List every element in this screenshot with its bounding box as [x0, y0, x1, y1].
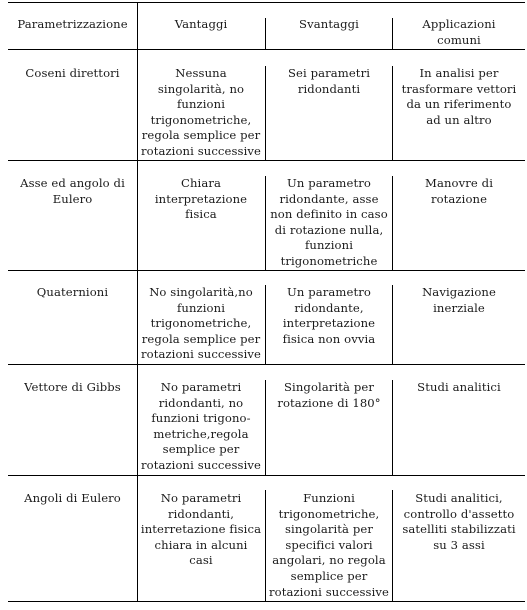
- cell-line: Navigazione: [422, 285, 496, 299]
- table-column-rule: [265, 18, 266, 49]
- table-column-rule: [265, 66, 266, 160]
- cell-line: regola semplice per: [141, 128, 261, 143]
- row-quaternions-app: [394, 285, 524, 316]
- header-applications-line: Applicazioni: [422, 17, 496, 31]
- cell-line: Funzioni: [303, 491, 355, 505]
- row-euler-angles-param: [9, 491, 136, 507]
- cell-line: fisica: [185, 207, 217, 222]
- cell-line: In analisi per: [419, 66, 499, 80]
- cell-line: Asse ed angolo di: [20, 176, 125, 190]
- cell-line: da un riferimento: [406, 97, 512, 112]
- header-parametrization-text: Parametrizzazione: [17, 17, 128, 31]
- row-direction-cosines-con: [267, 66, 391, 97]
- cell-line: No parametri: [160, 380, 242, 394]
- header-advantages-text: Vantaggi: [174, 17, 228, 31]
- cell-line: Vettore di Gibbs: [24, 380, 121, 394]
- header-applications: [394, 17, 524, 48]
- cell-line: Singolarità per: [284, 380, 374, 394]
- table-column-rule: [392, 380, 393, 475]
- cell-line: Manovre di: [425, 176, 493, 190]
- cell-line: fisica non ovvia: [282, 331, 376, 346]
- cell-line: Un parametro: [287, 285, 371, 299]
- table-column-rule: [137, 2, 138, 602]
- cell-line: rotazioni successive: [140, 457, 262, 472]
- header-advantages: [139, 17, 263, 33]
- row-euler-angles-con: [267, 491, 391, 600]
- cell-line: Eulero: [52, 191, 93, 206]
- table-column-rule: [265, 490, 266, 601]
- cell-line: casi: [189, 553, 213, 568]
- row-quaternions-con: [267, 285, 391, 347]
- cell-line: non definito in caso: [270, 207, 388, 222]
- cell-line: Angoli di Eulero: [24, 491, 121, 505]
- cell-line: Nessuna: [175, 66, 227, 80]
- cell-line: funzioni trigono-: [151, 411, 251, 426]
- cell-line: rotazioni successive: [140, 143, 262, 158]
- row-gibbs-vector-con: [267, 380, 391, 411]
- cell-line: interpretazione: [154, 191, 248, 206]
- cell-line: su 3 assi: [433, 537, 485, 552]
- row-euler-axis-angle-app: [394, 176, 524, 207]
- cell-line: Un parametro: [287, 176, 371, 190]
- table-rule-row: [8, 160, 525, 161]
- cell-line: singolarità, no: [157, 81, 245, 96]
- table-column-rule: [265, 285, 266, 364]
- cell-line: trigonometriche: [280, 253, 378, 268]
- table-column-rule: [265, 380, 266, 475]
- row-direction-cosines-pro: [139, 66, 263, 160]
- cell-line: ridondanti,: [167, 506, 235, 521]
- cell-line: ad un altro: [426, 112, 492, 127]
- header-disadvantages: [267, 17, 391, 33]
- cell-line: rotazioni successive: [268, 584, 390, 599]
- cell-line: regola semplice per: [141, 331, 261, 346]
- table-column-rule: [392, 66, 393, 160]
- row-euler-axis-angle-pro: [139, 176, 263, 223]
- row-direction-cosines-param: [9, 66, 136, 82]
- row-direction-cosines-app: [394, 66, 524, 128]
- row-quaternions-param: [9, 285, 136, 301]
- table-column-rule: [392, 490, 393, 601]
- header-disadvantages-text: Svantaggi: [299, 17, 359, 31]
- row-gibbs-vector-app: [394, 380, 524, 396]
- table-rule-header: [8, 49, 525, 50]
- table-rule-bottom: [8, 601, 525, 602]
- row-gibbs-vector-pro: [139, 380, 263, 474]
- row-euler-angles-pro: [139, 491, 263, 569]
- cell-line: Studi analitici: [417, 380, 501, 394]
- cell-line: trigonometriche,: [150, 112, 252, 127]
- header-applications-line: comuni: [437, 32, 481, 47]
- cell-line: rotazioni successive: [140, 347, 262, 362]
- cell-line: No parametri: [160, 491, 242, 505]
- cell-line: funzioni: [177, 97, 225, 112]
- row-euler-angles-app: [394, 491, 524, 553]
- cell-line: ridondante,: [294, 300, 364, 315]
- cell-line: trasformare vettori: [401, 81, 517, 96]
- row-quaternions-pro: [139, 285, 263, 363]
- cell-line: interpretazione: [282, 316, 376, 331]
- cell-line: ridondante, asse: [279, 191, 379, 206]
- cell-line: Coseni direttori: [25, 66, 120, 80]
- cell-line: ridondanti: [297, 81, 361, 96]
- cell-line: controllo d'assetto: [403, 506, 515, 521]
- cell-line: chiara in alcuni: [154, 537, 248, 552]
- cell-line: trigonometriche,: [278, 506, 380, 521]
- cell-line: Quaternioni: [36, 285, 109, 299]
- row-gibbs-vector-param: [9, 380, 136, 396]
- row-euler-axis-angle-con: [267, 176, 391, 270]
- cell-line: rotazione: [430, 191, 488, 206]
- cell-line: metriche,regola: [153, 426, 249, 441]
- cell-line: angolari, no regola: [272, 553, 386, 568]
- cell-line: interretazione fisica: [140, 522, 262, 537]
- cell-line: trigonometriche,: [150, 316, 252, 331]
- table-column-rule: [392, 285, 393, 364]
- cell-line: singolarità per: [285, 522, 373, 537]
- table-rule-row: [8, 364, 525, 365]
- cell-line: rotazione di 180°: [277, 395, 381, 410]
- cell-line: di rotazione nulla,: [274, 222, 384, 237]
- cell-line: inerziale: [433, 300, 485, 315]
- table-rule-top: [8, 2, 525, 3]
- cell-line: semplice per: [162, 442, 240, 457]
- table-column-rule: [392, 18, 393, 49]
- table-column-rule: [392, 176, 393, 270]
- cell-line: Studi analitici,: [415, 491, 503, 505]
- cell-line: No singolarità,no: [149, 285, 253, 299]
- cell-line: ridondanti, no: [158, 395, 244, 410]
- table-rule-row: [8, 475, 525, 476]
- cell-line: semplice per: [290, 568, 368, 583]
- table-rule-row: [8, 270, 525, 271]
- header-parametrization: [9, 17, 136, 33]
- cell-line: specifici valori: [285, 537, 373, 552]
- cell-line: funzioni: [177, 300, 225, 315]
- cell-line: Chiara: [180, 176, 221, 190]
- cell-line: satelliti stabilizzati: [402, 522, 516, 537]
- cell-line: Sei parametri: [287, 66, 371, 80]
- row-euler-axis-angle-param: [9, 176, 136, 207]
- table-column-rule: [265, 176, 266, 270]
- cell-line: funzioni: [305, 238, 353, 253]
